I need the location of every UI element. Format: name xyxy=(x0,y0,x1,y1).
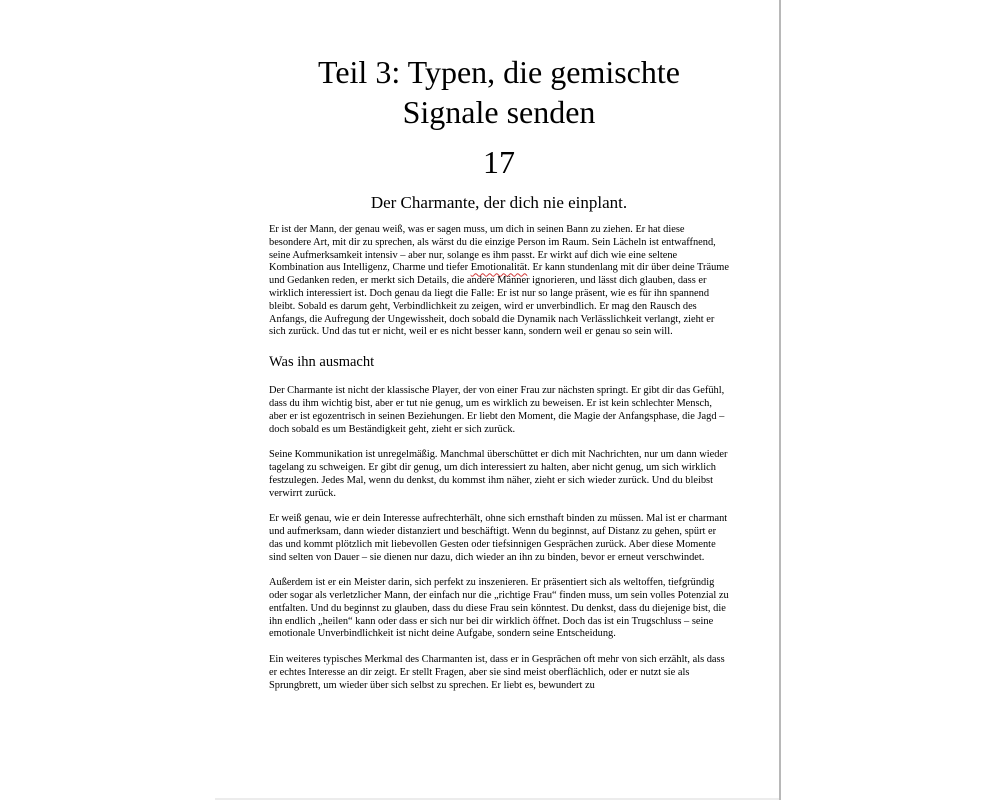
intro-text-after: . Er kann stundenlang mit dir über deine Träume und Gedanken reden, er merkt sich Details, die andere Männer ignorieren, und lässt dich glauben, dass er wirklich interessiert ist. Doch genau da liegt die Falle: Er ist nur so lange präsent, wie es für ihn spannend bleibt. Sobald es darum geht, Verbindlichkeit zu zeigen, wird er unverbindlich. Er mag den Rausch des Anfangs, die Aufregung der Ungewissheit, doch sobald die Dynamik nach Verlässlichkeit verlangt, zieht er sich zurück. Und das tut er nicht, weil er es nicht besser kann, sondern weil er genau so sein will. xyxy=(269,262,729,338)
page-content xyxy=(269,52,729,692)
part-title xyxy=(269,52,729,132)
body-paragraph-1: Der Charmante ist nicht der klassische Player, der von einer Frau zur nächsten springt. Er gibt dir das Gefühl, dass du ihm wichtig bist, aber er tut nie genug, um es wirklich zu beweisen. Er ist kein schlechter Mensch, aber er ist egozentrisch in seinen Beziehungen. Er liebt den Moment, die Magie der Anfangsphase, die Jagd – doch sobald es um Beständigkeit geht, zieht er sich zurück. xyxy=(269,385,725,435)
body-paragraph-5: Ein weiteres typisches Merkmal des Charmanten ist, dass er in Gesprächen oft mehr von sich erzählt, als dass er echtes Interesse an dir zeigt. Er stellt Fragen, aber sie sind meist oberflächlich, oder er nutzt sie als Sprungbrett, um wieder über sich selbst zu sprechen. Er liebt es, bewundert zu xyxy=(269,653,725,691)
intro-text-before: Er ist der Mann, der genau weiß, was er sagen muss, um dich in seinen Bann zu ziehen. Er hat diese besondere Art, mit dir zu sprechen, als wärst du die einzige Person im Raum. Sein Lächeln ist entwaffnend, seine Aufmerksamkeit intensiv – aber nur, solange es ihm passt. Er wirkt auf dich wie eine seltene Kombination aus Intelligenz, Charme und tiefer xyxy=(269,224,716,274)
body-paragraph-2: Seine Kommunikation ist unregelmäßig. Manchmal überschüttet er dich mit Nachrichten, nur um dann wieder tagelang zu schweigen. Er gibt dir genug, um dich interessiert zu halten, aber nicht genug, um sich wirklich festzulegen. Jedes Mal, wenn du denkst, du kommst ihm näher, zieht er sich wieder zurück. Und du bleibst verwirrt zurück. xyxy=(269,449,728,499)
chapter-title: Der Charmante, der dich nie einplant. xyxy=(370,193,628,212)
body-paragraph-3: Er weiß genau, wie er dein Interesse aufrechterhält, ohne sich ernsthaft binden zu müssen. Mal ist er charmant und aufmerksam, dann wieder distanziert und beschäftigt. Wenn du beginnst, auf Distanz zu gehen, spürt er das und kommt plötzlich mit liebevollen Gesten oder tiefsinnigen Gesprächen zurück. Aber diese Momente sind selten von Dauer – sie dienen nur dazu, dich wieder an ihn zu binden, bevor er erneut verschwindet. xyxy=(269,513,728,563)
canvas-background-left xyxy=(0,0,215,800)
part-title-line-2: Signale senden xyxy=(402,94,596,130)
document-page[interactable] xyxy=(215,0,779,798)
part-title-line-1: Teil 3: Typen, die gemischte xyxy=(318,54,680,90)
body-paragraph-4: Außerdem ist er ein Meister darin, sich perfekt zu inszenieren. Er präsentiert sich als weltoffen, tiefgründig oder sogar als verletzlicher Mann, der einfach nur die „richtige Frau“ finden muss, um sein volles Potenzial zu entfalten. Und du beginnst zu glauben, dass du diese Frau sein könntest. Du denkst, dass du diejenige bist, die ihn endlich „heilen“ kann oder dass er sich nur bei dir wirklich öffnet. Doch das ist ein Trugschluss – seine emotionale Unverbindlichkeit ist nicht deine Aufgabe, sondern seine Entscheidung. xyxy=(269,577,729,640)
section-heading: Was ihn ausmacht xyxy=(269,354,375,371)
intro-paragraph xyxy=(269,224,729,339)
canvas-background-right xyxy=(781,0,1000,800)
spellcheck-flagged-word[interactable]: Emotionalität xyxy=(470,262,528,274)
chapter-number: 17 xyxy=(483,144,515,180)
